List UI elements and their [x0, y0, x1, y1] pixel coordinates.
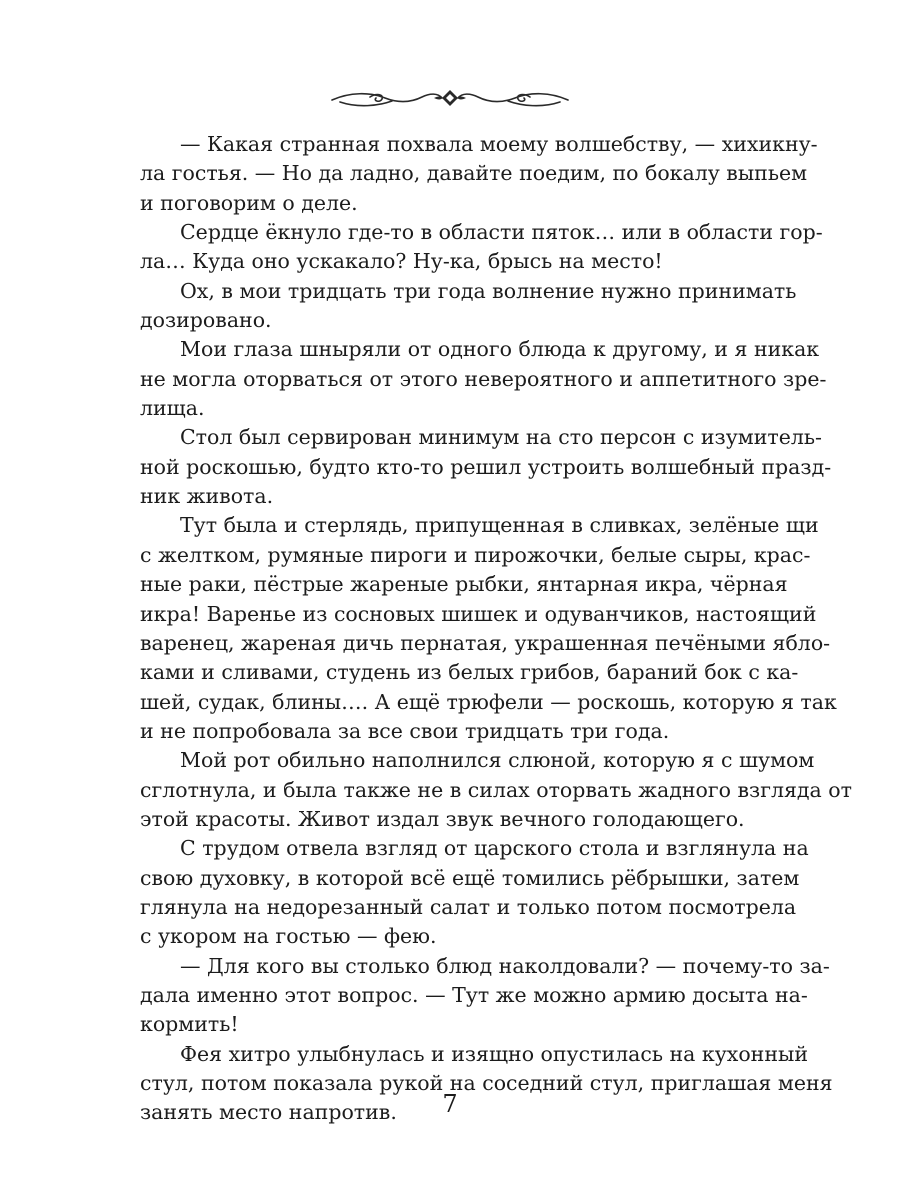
paragraph — [140, 423, 832, 511]
text-line: С трудом отвела взгляд от царского стола и взглянула на — [180, 836, 809, 861]
text-line: Сердце ёкнуло где-то в области пяток… или в области гор- — [180, 220, 823, 245]
text-line: ла гостья. — Но да ладно, давайте поедим, по бокалу выпьем — [140, 161, 808, 186]
paragraph — [140, 952, 830, 1040]
paragraph — [140, 511, 837, 746]
paragraph — [140, 130, 818, 218]
text-line: ной роскошью, будто кто-то решил устроить волшебный празд- — [140, 454, 832, 479]
text-line: икра! Варенье из сосновых шишек и одуванчиков, настоящий — [140, 601, 817, 626]
text-line: Стол был сервирован минимум на сто персон с изумитель- — [180, 425, 822, 450]
flourish-divider-icon — [330, 84, 570, 112]
text-line: ник живота. — [140, 484, 274, 509]
text-line: не могла оторваться от этого невероятного и аппетитного зре- — [140, 366, 827, 391]
page-number: 7 — [442, 1090, 458, 1118]
text-line: — Для кого вы столько блюд наколдовали? — почему-то за- — [180, 953, 830, 978]
text-line: варенец, жареная дичь пернатая, украшенная печёными ябло- — [140, 630, 831, 655]
text-line: занять место напротив. — [140, 1100, 397, 1125]
paragraph — [140, 218, 823, 277]
text-line: Мои глаза шныряли от одного блюда к другому, и я никак — [180, 337, 820, 362]
text-line: Тут была и стерлядь, припущенная в сливках, зелёные щи — [180, 513, 819, 538]
text-line: с желтком, румяные пироги и пирожочки, белые сыры, крас- — [140, 542, 811, 567]
text-line: дозировано. — [140, 308, 272, 333]
paragraph — [140, 335, 827, 423]
text-line: ла… Куда оно ускакало? Ну-ка, брысь на место! — [140, 249, 663, 274]
text-line: Фея хитро улыбнулась и изящно опустилась на кухонный — [180, 1041, 808, 1066]
text-line: сглотнула, и была также не в силах оторвать жадного взгляда от — [140, 777, 852, 802]
text-line: лища. — [140, 396, 205, 421]
text-line: ками и сливами, студень из белых грибов, бараний бок с ка- — [140, 660, 799, 685]
text-line: с укором на гостью — фею. — [140, 924, 437, 949]
text-line: кормить! — [140, 1012, 239, 1037]
text-line: свою духовку, в которой всё ещё томились рёбрышки, затем — [140, 865, 800, 890]
text-line: глянула на недорезанный салат и только потом посмотрела — [140, 894, 797, 919]
text-line: — Какая странная похвала моему волшебству, — хихикну- — [180, 132, 818, 156]
text-line: стул, потом показала рукой на соседний стул, приглашая меня — [140, 1071, 833, 1095]
paragraph — [140, 746, 852, 834]
text-line: Мой рот обильно наполнился слюной, которую я с шумом — [180, 748, 815, 773]
paragraph — [140, 277, 797, 336]
text-line: и не попробовала за все свои тридцать три года. — [140, 718, 670, 743]
paragraph — [140, 834, 809, 951]
text-line: и поговорим о деле. — [140, 190, 358, 215]
text-line: дала именно этот вопрос. — Тут же можно армию досыта на- — [140, 982, 808, 1007]
text-line: ные раки, пёстрые жареные рыбки, янтарная икра, чёрная — [140, 572, 788, 597]
text-line: этой красоты. Живот издал звук вечного голодающего. — [140, 806, 745, 831]
text-line: шей, судак, блины…. А ещё трюфели — роскошь, которую я так — [140, 689, 837, 714]
body-text — [140, 130, 852, 1128]
text-line: Ох, в мои тридцать три года волнение нужно принимать — [180, 278, 797, 303]
